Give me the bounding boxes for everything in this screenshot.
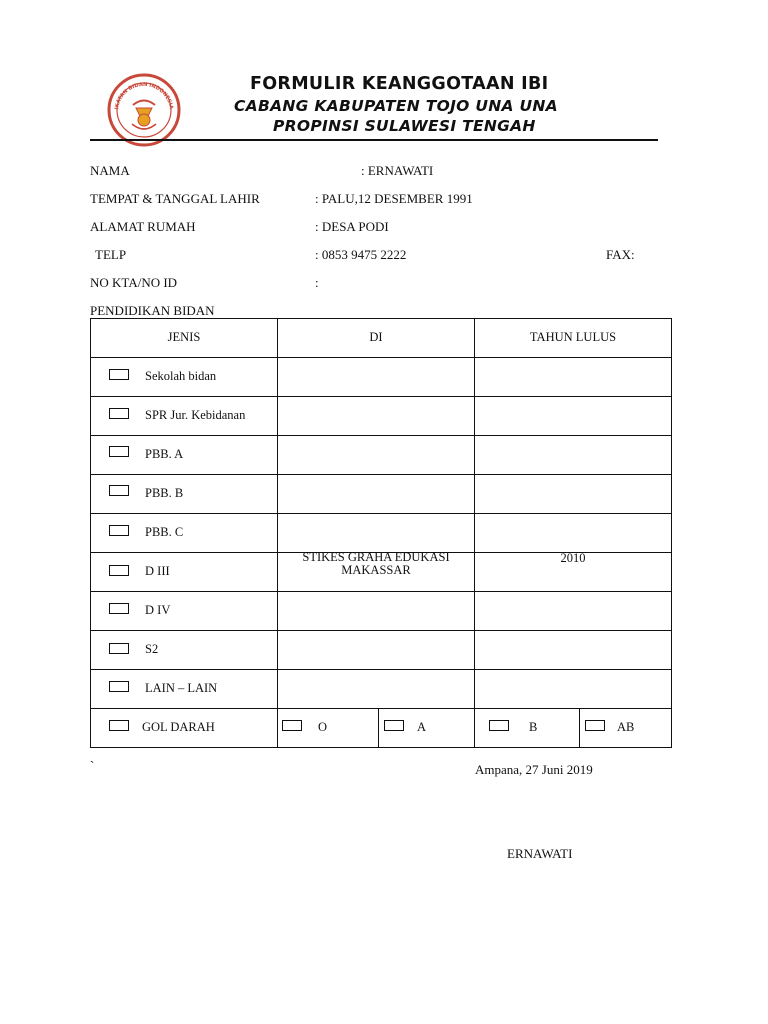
d3-institution: [278, 551, 474, 577]
checkbox-pbb-b[interactable]: [109, 485, 129, 496]
row-label-pbb-a: PBB. A: [145, 447, 184, 461]
ibi-logo: [106, 72, 182, 148]
kta-value: :: [315, 275, 319, 290]
kta-label: NO KTA/NO ID: [90, 275, 178, 290]
place-date: Ampana, 27 Juni 2019: [475, 762, 593, 777]
checkbox-sekolah-bidan[interactable]: [109, 369, 129, 380]
checkbox-blood-a[interactable]: [384, 720, 404, 731]
d3-institution-line1: STIKES GRAHA EDUKASI: [302, 550, 450, 564]
checkbox-blood-o[interactable]: [282, 720, 302, 731]
checkbox-blood-ab[interactable]: [585, 720, 605, 731]
row-label-s2: S2: [145, 642, 159, 656]
d3-institution-line2: MAKASSAR: [341, 563, 411, 577]
name-label: NAMA: [90, 163, 130, 178]
education-section-label: PENDIDIKAN BIDAN: [90, 303, 215, 318]
name-value: : ERNAWATI: [361, 163, 434, 178]
birth-label: TEMPAT & TANGGAL LAHIR: [90, 191, 260, 206]
col-header-di: DI: [369, 330, 383, 344]
row-label-pbb-b: PBB. B: [145, 486, 184, 500]
address-label: ALAMAT RUMAH: [90, 219, 196, 234]
row-label-d4: D IV: [145, 603, 171, 617]
col-header-jenis: JENIS: [167, 330, 201, 344]
d3-graduation-year: 2010: [560, 551, 586, 565]
checkbox-pbb-a[interactable]: [109, 446, 129, 457]
blood-type-label: GOL DARAH: [142, 720, 215, 734]
col-header-tahun: TAHUN LULUS: [529, 330, 617, 344]
blood-option-ab: AB: [617, 720, 635, 734]
signature-name: ERNAWATI: [507, 846, 573, 861]
fax-label: FAX:: [606, 247, 635, 262]
blood-option-a: A: [417, 720, 427, 734]
blood-option-o: O: [318, 720, 328, 734]
checkbox-spr[interactable]: [109, 408, 129, 419]
row-label-spr: SPR Jur. Kebidanan: [145, 408, 246, 422]
form-title: FORMULIR KEANGGOTAAN IBI: [250, 74, 549, 94]
checkbox-d4[interactable]: [109, 603, 129, 614]
row-label-d3: D III: [145, 564, 170, 578]
checkbox-d3[interactable]: [109, 565, 129, 576]
checkbox-pbb-c[interactable]: [109, 525, 129, 536]
svg-text:IKATAN BIDAN INDONESIA: IKATAN BIDAN INDONESIA: [114, 81, 174, 110]
stray-mark: `: [90, 758, 95, 773]
row-label-pbb-c: PBB. C: [145, 525, 184, 539]
branch-line: CABANG KABUPATEN TOJO UNA UNA: [234, 97, 558, 115]
province-line: PROPINSI SULAWESI TENGAH: [273, 117, 536, 135]
row-label-lain-lain: LAIN – LAIN: [145, 681, 218, 695]
birth-value: : PALU,12 DESEMBER 1991: [315, 191, 473, 206]
blood-option-b: B: [529, 720, 538, 734]
row-label-sekolah-bidan: Sekolah bidan: [145, 369, 217, 383]
phone-value: : 0853 9475 2222: [315, 247, 407, 262]
checkbox-s2[interactable]: [109, 643, 129, 654]
address-value: : DESA PODI: [315, 219, 389, 234]
checkbox-lain-lain[interactable]: [109, 681, 129, 692]
phone-label: TELP: [95, 247, 127, 262]
checkbox-gol-darah[interactable]: [109, 720, 129, 731]
checkbox-blood-b[interactable]: [489, 720, 509, 731]
header-divider: [90, 139, 658, 141]
